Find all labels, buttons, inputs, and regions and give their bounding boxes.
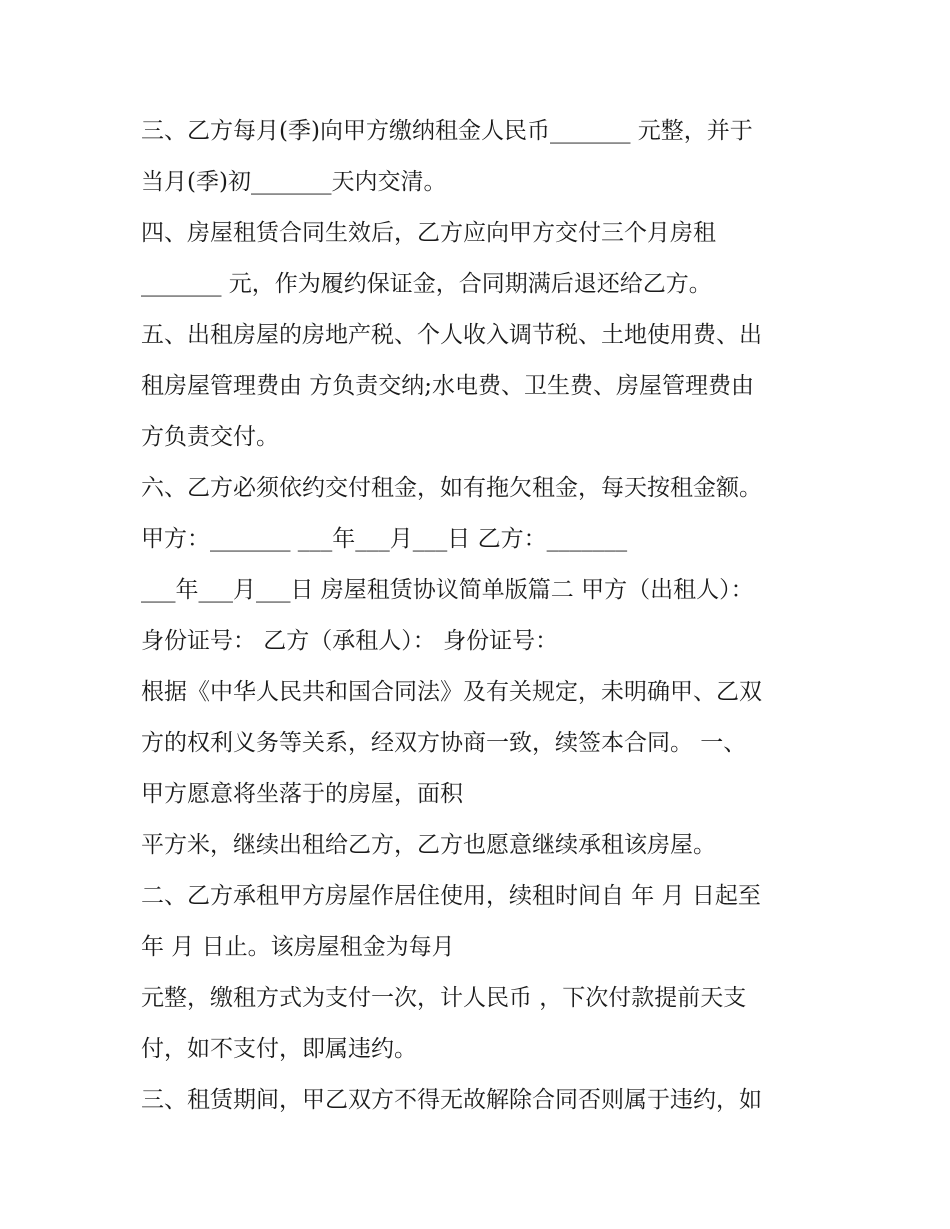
text-line: 身份证号： 乙方（承租人）： 身份证号： [141,628,559,654]
text-line: 五、出租房屋的房地产税、个人收入调节税、土地使用费、出 [141,322,762,348]
text-line: 甲方愿意将坐落于的房屋，面积 [141,781,463,807]
text-line: 三、租赁期间，甲乙双方不得无故解除合同否则属于违约，如 [141,1087,762,1113]
text-line: _______ 元，作为履约保证金，合同期满后退还给乙方。 [141,271,712,297]
text-line: ___年___月___日 房屋租赁协议简单版篇二 甲方（出租人）： [141,577,754,603]
text-line: 元整，缴租方式为支付一次，计人民币 ，下次付款提前天支 [141,985,747,1011]
text-line: 二、乙方承租甲方房屋作居住使用，续租时间自 年 月 日起至 [141,883,761,909]
text-line: 年 月 日止。该房屋租金为每月 [141,934,455,960]
contract-text [141,106,831,1126]
text-line: 六、乙方必须依约交付租金，如有拖欠租金，每天按租金额。 [141,475,762,501]
text-line: 付，如不支付，即属违约。 [141,1036,417,1062]
text-line: 甲方：_______ ___年___月___日 乙方：_______ [141,526,628,552]
text-line: 当月(季)初_______天内交清。 [141,169,447,195]
text-line: 租房屋管理费由 方负责交纳;水电费、卫生费、房屋管理费由 [141,373,755,399]
text-line: 方的权利义务等关系，经双方协商一致，续签本合同。 一、 [141,730,747,756]
text-line: 根据《中华人民共和国合同法》及有关规定，未明确甲、乙双 [141,679,762,705]
text-line: 三、乙方每月(季)向甲方缴纳租金人民币_______ 元整，并于 [141,118,753,144]
text-line: 四、房屋租赁合同生效后，乙方应向甲方交付三个月房租 [141,220,716,246]
text-line: 方负责交付。 [141,424,279,450]
text-line: 平方米，继续出租给乙方，乙方也愿意继续承租该房屋。 [141,832,716,858]
